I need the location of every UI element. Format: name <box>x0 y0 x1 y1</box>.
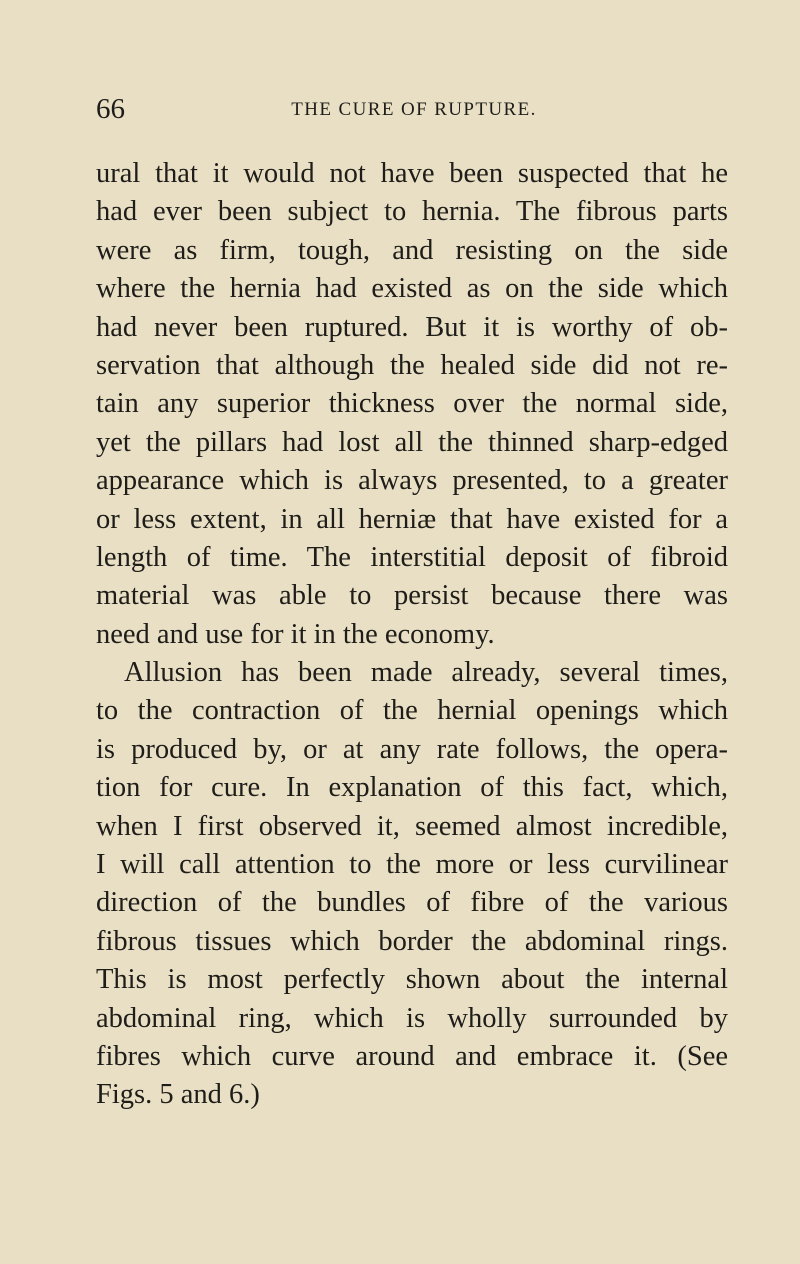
paragraph-2 <box>96 654 728 1115</box>
text-line: yet the pillars had lost all the thinned sharp-edged <box>96 426 728 458</box>
text-line: ural that it would not have been suspected that he <box>96 158 728 189</box>
text-line: fibres which curve around and embrace it. (See <box>96 1040 728 1072</box>
text-line: direction of the bundles of fibre of the various <box>96 887 728 919</box>
paragraph-1 <box>96 155 728 654</box>
text-line: length of time. The interstitial deposit of fibroid <box>96 541 728 573</box>
text-line: I will call attention to the more or less curvilinear <box>96 849 728 881</box>
text-line: where the hernia had existed as on the side which <box>96 273 728 305</box>
text-line: material was able to persist because there was <box>96 580 728 612</box>
page-header <box>96 92 724 126</box>
text-line: need and use for it in the economy. <box>96 618 495 650</box>
text-line: appearance which is always presented, to a greater <box>96 465 728 497</box>
text-line: This is most perfectly shown about the internal <box>96 964 728 996</box>
text-line: to the contraction of the hernial openings which <box>96 695 728 727</box>
text-line: tion for cure. In explanation of this fact, which, <box>96 772 728 804</box>
text-line: Figs. 5 and 6.) <box>96 1079 260 1111</box>
text-line: is produced by, or at any rate follows, the opera- <box>96 733 728 765</box>
page-number: 66 <box>96 93 125 125</box>
text-line: were as firm, tough, and resisting on the side <box>96 234 728 266</box>
text-line: fibrous tissues which border the abdominal rings. <box>96 925 728 957</box>
text-line: abdominal ring, which is wholly surrounded by <box>96 1002 728 1034</box>
text-line: tain any superior thickness over the normal side, <box>96 388 728 420</box>
text-line: Allusion has been made already, several times, <box>124 657 728 689</box>
text-line: when I first observed it, seemed almost incredible, <box>96 810 728 842</box>
body-text <box>96 155 728 1115</box>
text-line: had never been ruptured. But it is worthy of ob- <box>96 311 728 343</box>
text-line: had ever been subject to hernia. The fibrous parts <box>96 196 728 228</box>
text-line: or less extent, in all herniæ that have existed for a <box>96 503 728 535</box>
running-head: THE CURE OF RUPTURE. <box>291 99 537 120</box>
text-line: servation that although the healed side did not re- <box>96 349 728 381</box>
